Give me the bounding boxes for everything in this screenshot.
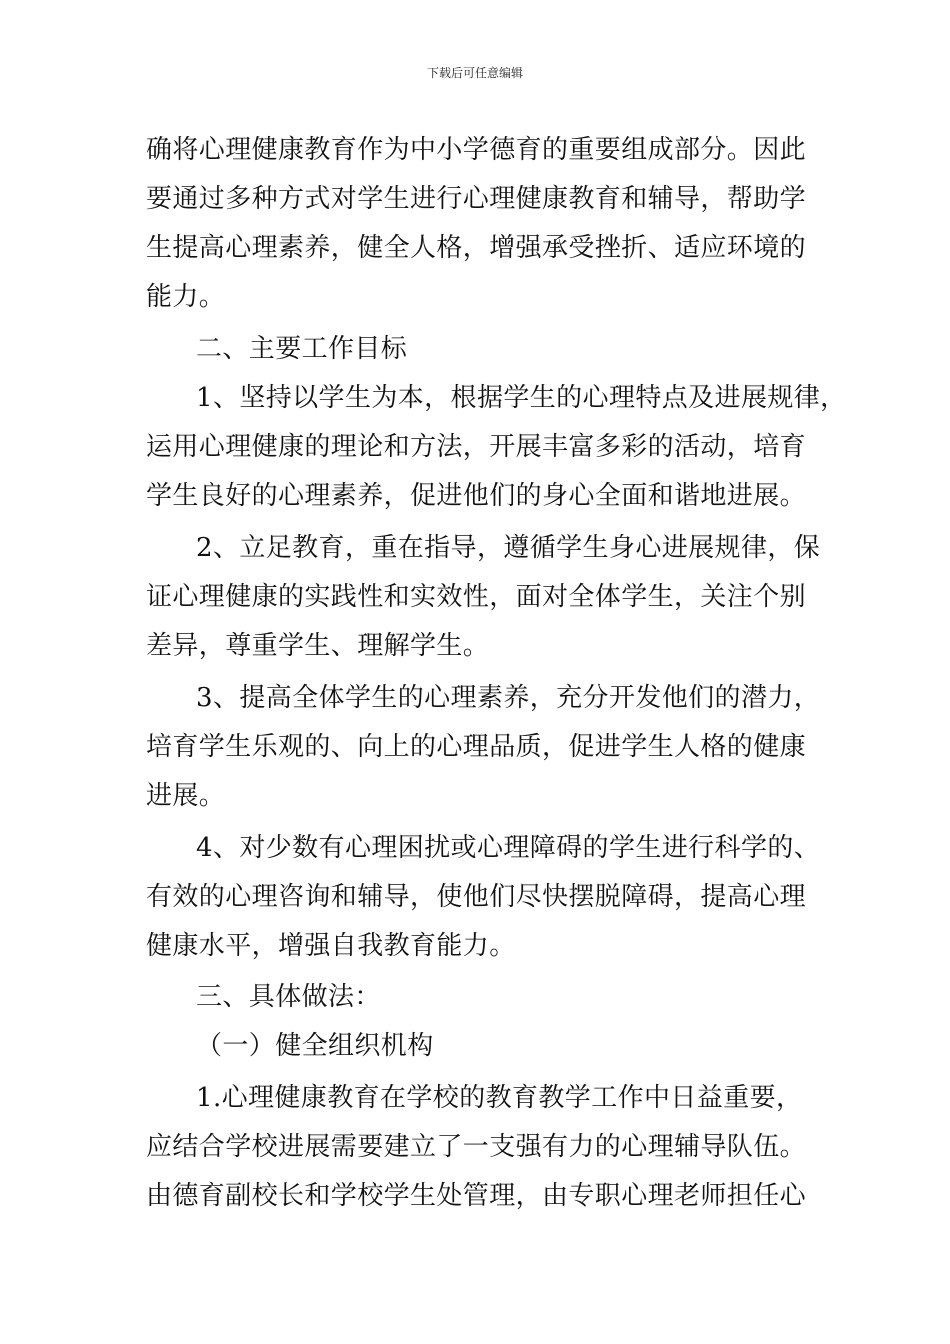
body-line: 进展。: [146, 781, 226, 811]
body-line: 培育学生乐观的、向上的心理品质，促进学生人格的健康: [146, 732, 807, 762]
body-line: 1、坚持以学生为本，根据学生的心理特点及进展规律，: [196, 383, 847, 413]
body-line: 健康水平，增强自我教育能力。: [146, 931, 516, 961]
page-header: 下载后可任意编辑: [426, 66, 523, 80]
body-line: 2、立足教育，重在指导，遵循学生身心进展规律，保: [196, 533, 821, 563]
body-line: 差异，尊重学生、理解学生。: [146, 631, 490, 661]
body-line: 应结合学校进展需要建立了一支强有力的心理辅导队伍。: [146, 1132, 807, 1162]
section-heading: 二、主要工作目标: [196, 334, 408, 364]
body-line: 确将心理健康教育作为中小学德育的重要组成部分。因此: [146, 135, 807, 165]
body-line: 运用心理健康的理论和方法，开展丰富多彩的活动，培育: [146, 432, 807, 462]
section-heading: 三、具体做法：: [196, 982, 381, 1012]
body-line: 生提高心理素养，健全人格，增强承受挫折、适应环境的: [146, 233, 807, 263]
subsection-heading: （一）健全组织机构: [196, 1031, 434, 1061]
body-line: 3、提高全体学生的心理素养，充分开发他们的潜力，: [196, 683, 821, 713]
body-line: 证心理健康的实践性和实效性，面对全体学生，关注个别: [146, 582, 807, 612]
body-line: 4、对少数有心理困扰或心理障碍的学生进行科学的、: [196, 833, 821, 863]
body-line: 要通过多种方式对学生进行心理健康教育和辅导，帮助学: [146, 184, 807, 214]
body-line: 1.心理健康教育在学校的教育教学工作中日益重要，: [196, 1083, 803, 1113]
body-line: 有效的心理咨询和辅导，使他们尽快摆脱障碍，提高心理: [146, 882, 807, 912]
body-line: 由德育副校长和学校学生处管理，由专职心理老师担任心: [146, 1181, 807, 1211]
body-line: 能力。: [146, 282, 226, 312]
body-line: 学生良好的心理素养，促进他们的身心全面和谐地进展。: [146, 481, 807, 511]
